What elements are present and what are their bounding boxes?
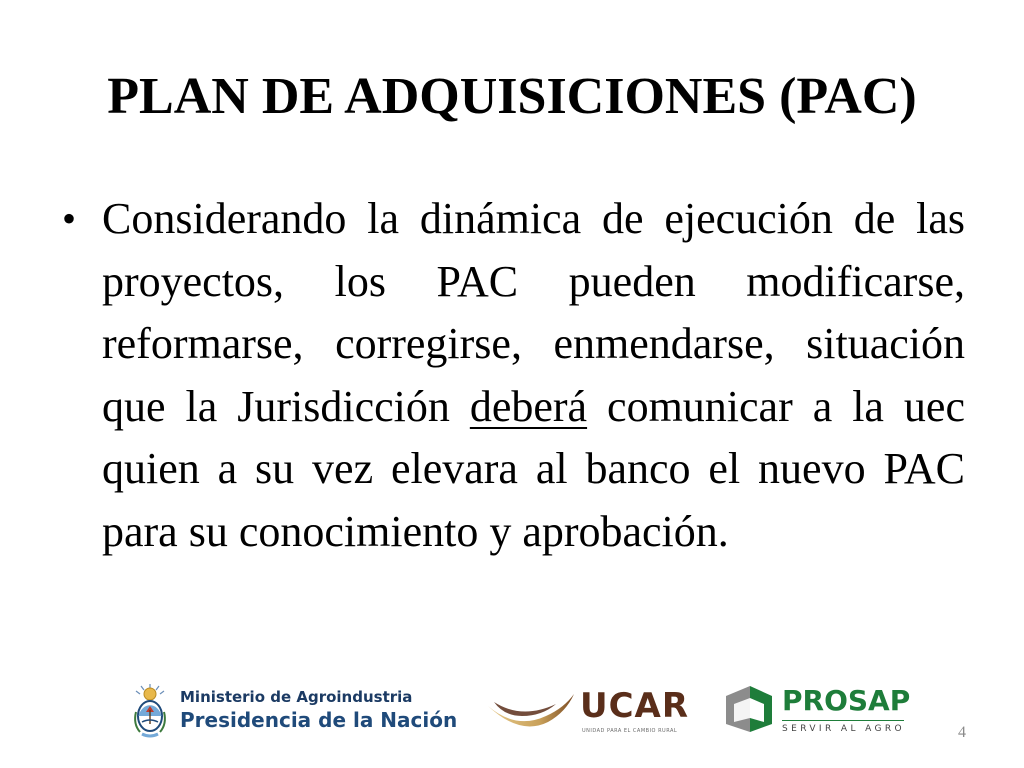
slide-title: PLAN DE ADQUISICIONES (PAC) <box>107 68 917 125</box>
prosap-wordmark: PROSAP <box>782 684 911 717</box>
ucar-tagline: UNIDAD PARA EL CAMBIO RURAL <box>582 728 678 734</box>
bullet-item <box>102 188 965 563</box>
ucar-logo <box>486 682 696 742</box>
presidencia-name: Presidencia de la Nación <box>180 708 458 732</box>
bullet-marker: • <box>62 196 77 241</box>
bullet-text-underlined: deberá <box>469 381 588 431</box>
ministerio-name: Ministerio de Agroindustria <box>180 688 413 706</box>
prosap-logo <box>724 684 914 744</box>
bullet-text-part2: comunicar a la uec quien a su vez elevara al banco el nuevo PAC para su conocimiento y aprobación. <box>102 381 965 556</box>
ucar-swoosh-icon <box>486 686 576 730</box>
prosap-tagline: SERVIR AL AGRO <box>782 724 906 734</box>
escudo-nacional-icon <box>130 682 170 742</box>
prosap-mark-icon <box>724 684 774 734</box>
ministerio-logo <box>130 682 460 742</box>
bullet-text-part1: Considerando la dinámica de ejecución de las proyectos, los PAC pueden modificarse, reformarse, corregirse, enmendarse, situación que la Jurisdicción <box>102 194 965 431</box>
slide-number: 4 <box>958 724 966 741</box>
ucar-wordmark: UCAR <box>580 686 690 726</box>
bullet-list <box>62 188 965 563</box>
prosap-divider <box>782 720 904 721</box>
